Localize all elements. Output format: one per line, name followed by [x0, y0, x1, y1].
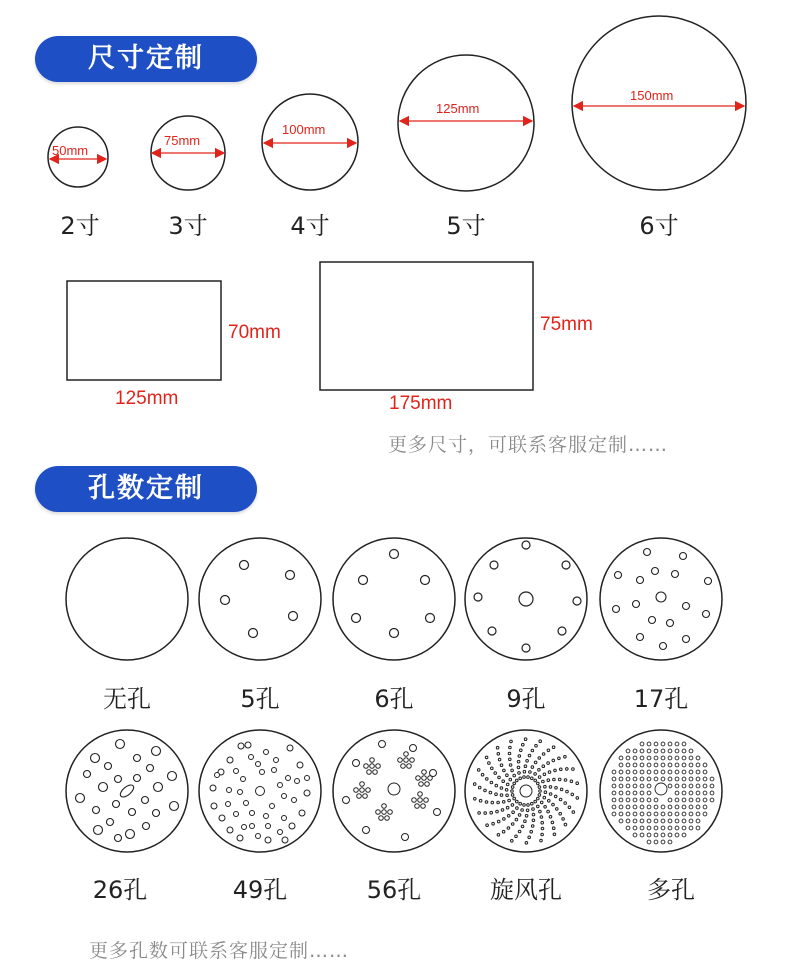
- hole-disc-9: [465, 538, 587, 660]
- hole-disc-6: [333, 538, 455, 660]
- hole-disc-5: [199, 538, 321, 660]
- hole-caption-cyclone: 旋风孔: [490, 876, 562, 904]
- size-caption-2: 2寸: [60, 212, 100, 240]
- dim-label-5: 125mm: [436, 101, 480, 116]
- dim-label-3: 75mm: [164, 133, 201, 148]
- hole-caption-17: 17孔: [633, 685, 689, 713]
- hole-caption-26: 26孔: [92, 876, 148, 904]
- hole-disc-49: [199, 730, 321, 852]
- size-more-note: 更多尺寸，可联系客服定制……: [388, 434, 669, 456]
- rect2-height-label: 75mm: [540, 314, 593, 335]
- rect1-height-label: 70mm: [228, 322, 281, 343]
- size-section-title: 尺寸定制: [35, 36, 257, 82]
- dim-label-4: 100mm: [282, 122, 326, 137]
- hole-caption-multi: 多孔: [647, 876, 695, 904]
- round-disc-5: [398, 55, 534, 191]
- hole-section-title: 孔数定制: [35, 466, 257, 512]
- hole-caption-none: 无孔: [103, 685, 151, 713]
- round-disc-3: [151, 116, 225, 190]
- hole-caption-6: 6孔: [374, 685, 414, 713]
- size-caption-4: 4寸: [290, 212, 330, 240]
- rect-pad-125x70: [67, 281, 221, 380]
- dim-label-2: 50mm: [52, 143, 89, 158]
- hole-disc-multi: [600, 730, 722, 852]
- round-disc-4: [262, 94, 358, 190]
- hole-disc-17: [600, 538, 722, 660]
- rect1-width-label: 125mm: [115, 388, 179, 409]
- size-caption-3: 3寸: [168, 212, 208, 240]
- hole-caption-9: 9孔: [506, 685, 546, 713]
- hole-caption-56: 56孔: [366, 876, 422, 904]
- hole-disc-cyclone: [465, 730, 587, 852]
- size-caption-6: 6寸: [639, 212, 679, 240]
- rect2-width-label: 175mm: [389, 393, 453, 414]
- hole-disc-56: [333, 730, 455, 852]
- size-caption-5: 5寸: [446, 212, 486, 240]
- dim-label-6: 150mm: [630, 88, 674, 103]
- hole-more-note: 更多孔数可联系客服定制……: [89, 940, 350, 962]
- hole-disc-26: [66, 730, 188, 852]
- hole-caption-49: 49孔: [232, 876, 288, 904]
- hole-disc-none: [66, 538, 188, 660]
- round-disc-6: [572, 16, 746, 190]
- rect-pad-175x75: [320, 262, 533, 390]
- hole-caption-5: 5孔: [240, 685, 280, 713]
